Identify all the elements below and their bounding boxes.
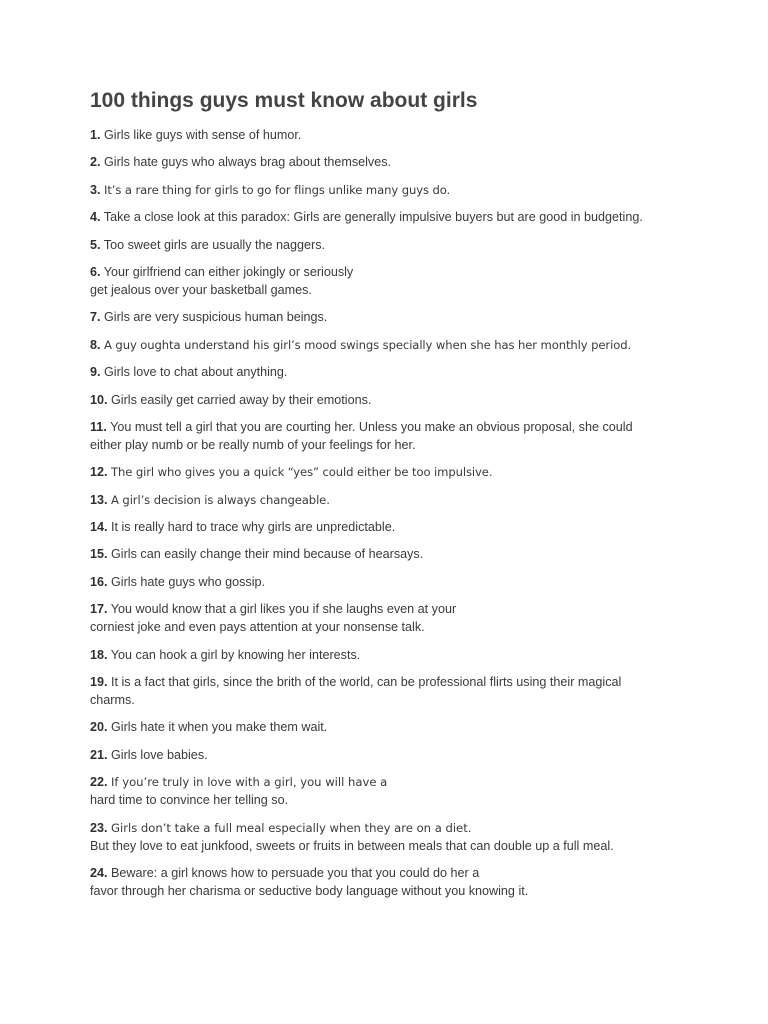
item-text: Girls can easily change their mind because of hearsays. <box>111 547 424 562</box>
item-number: 23. <box>90 820 108 835</box>
item-text: If you’re truly in love with a girl, you will have a <box>111 775 388 790</box>
list-item <box>90 819 690 855</box>
item-text: A girl’s decision is always changeable. <box>111 492 330 507</box>
item-text-continued: favor through her charisma or seductive body language without you knowing it. <box>90 883 529 898</box>
item-text: The girl who gives you a quick “yes” could either be too impulsive. <box>111 465 493 480</box>
item-text: Girls love babies. <box>111 747 208 762</box>
item-number: 22. <box>90 775 108 790</box>
item-text: Girls are very suspicious human beings. <box>104 310 328 325</box>
item-text: You can hook a girl by knowing her interests. <box>110 647 361 662</box>
item-number: 3. <box>90 182 101 197</box>
item-number: 15. <box>90 547 108 562</box>
item-text: Beware: a girl knows how to persuade you that you could do her a <box>111 865 480 880</box>
item-number: 24. <box>90 865 108 880</box>
list-item <box>90 463 690 481</box>
item-number: 10. <box>90 392 108 407</box>
list-item <box>90 673 690 709</box>
item-text-continued: But they love to eat junkfood, sweets or fruits in between meals that can double up a full meal. <box>90 838 614 853</box>
document-title: 100 things guys must know about girls <box>90 89 478 112</box>
document-page <box>90 88 690 909</box>
list-item <box>90 418 690 454</box>
list-item <box>90 746 690 764</box>
list-item <box>90 600 690 636</box>
item-number: 12. <box>90 465 108 480</box>
item-text: Too sweet girls are usually the naggers. <box>103 237 326 252</box>
item-text: Girls hate guys who always brag about themselves. <box>104 155 392 170</box>
item-text-continued: get jealous over your basketball games. <box>90 282 312 297</box>
list-item <box>90 308 690 326</box>
item-text: Girls don’t take a full meal especially when they are on a diet. <box>111 820 472 835</box>
list-item <box>90 236 690 254</box>
item-number: 14. <box>90 520 108 535</box>
item-number: 7. <box>90 310 101 325</box>
item-number: 2. <box>90 155 101 170</box>
item-list <box>90 126 690 900</box>
list-item <box>90 864 690 900</box>
item-number: 19. <box>90 675 108 690</box>
item-text-continued: either play numb or be really numb of your feelings for her. <box>90 437 416 452</box>
item-number: 9. <box>90 365 101 380</box>
item-text: You must tell a girl that you are courting her. Unless you make an obvious proposal, she could <box>110 419 633 434</box>
list-item <box>90 208 690 226</box>
list-item <box>90 181 690 199</box>
item-text-continued: charms. <box>90 693 135 708</box>
list-item <box>90 491 690 509</box>
item-number: 5. <box>90 237 101 252</box>
item-number: 1. <box>90 128 101 142</box>
list-item <box>90 773 690 809</box>
list-item <box>90 263 690 299</box>
item-text: You would know that a girl likes you if she laughs even at your <box>110 602 457 617</box>
list-item <box>90 126 690 144</box>
item-text: Girls hate guys who gossip. <box>111 574 266 589</box>
item-number: 13. <box>90 492 108 507</box>
item-text: It’s a rare thing for girls to go for flings unlike many guys do. <box>104 182 451 197</box>
item-number: 18. <box>90 647 108 662</box>
list-item <box>90 545 690 563</box>
list-item <box>90 646 690 664</box>
item-text: It is a fact that girls, since the brith of the world, can be professional flirts using their magical <box>111 675 622 690</box>
list-item <box>90 363 690 381</box>
item-number: 20. <box>90 720 108 735</box>
item-text: Your girlfriend can either jokingly or seriously <box>103 264 354 279</box>
item-number: 17. <box>90 602 108 617</box>
item-text-continued: hard time to convince her telling so. <box>90 793 289 808</box>
item-text: Girls love to chat about anything. <box>104 365 288 380</box>
item-number: 16. <box>90 574 108 589</box>
item-number: 4. <box>90 210 101 225</box>
list-item <box>90 153 690 171</box>
list-item <box>90 573 690 591</box>
item-number: 6. <box>90 264 101 279</box>
item-text: It is really hard to trace why girls are unpredictable. <box>111 520 396 535</box>
item-text: Girls hate it when you make them wait. <box>111 720 328 735</box>
list-item <box>90 391 690 409</box>
list-item <box>90 518 690 536</box>
item-number: 8. <box>90 337 101 352</box>
item-text: A guy oughta understand his girl’s mood swings specially when she has her monthly period. <box>104 337 632 352</box>
item-number: 11. <box>90 419 107 434</box>
item-text-continued: corniest joke and even pays attention at your nonsense talk. <box>90 620 425 635</box>
list-item <box>90 336 690 354</box>
item-text: Girls easily get carried away by their emotions. <box>111 392 372 407</box>
item-number: 21. <box>90 747 108 762</box>
item-text: Girls like guys with sense of humor. <box>104 128 302 142</box>
list-item <box>90 718 690 736</box>
item-text: Take a close look at this paradox: Girls are generally impulsive buyers but are good in budgeting. <box>103 210 643 225</box>
